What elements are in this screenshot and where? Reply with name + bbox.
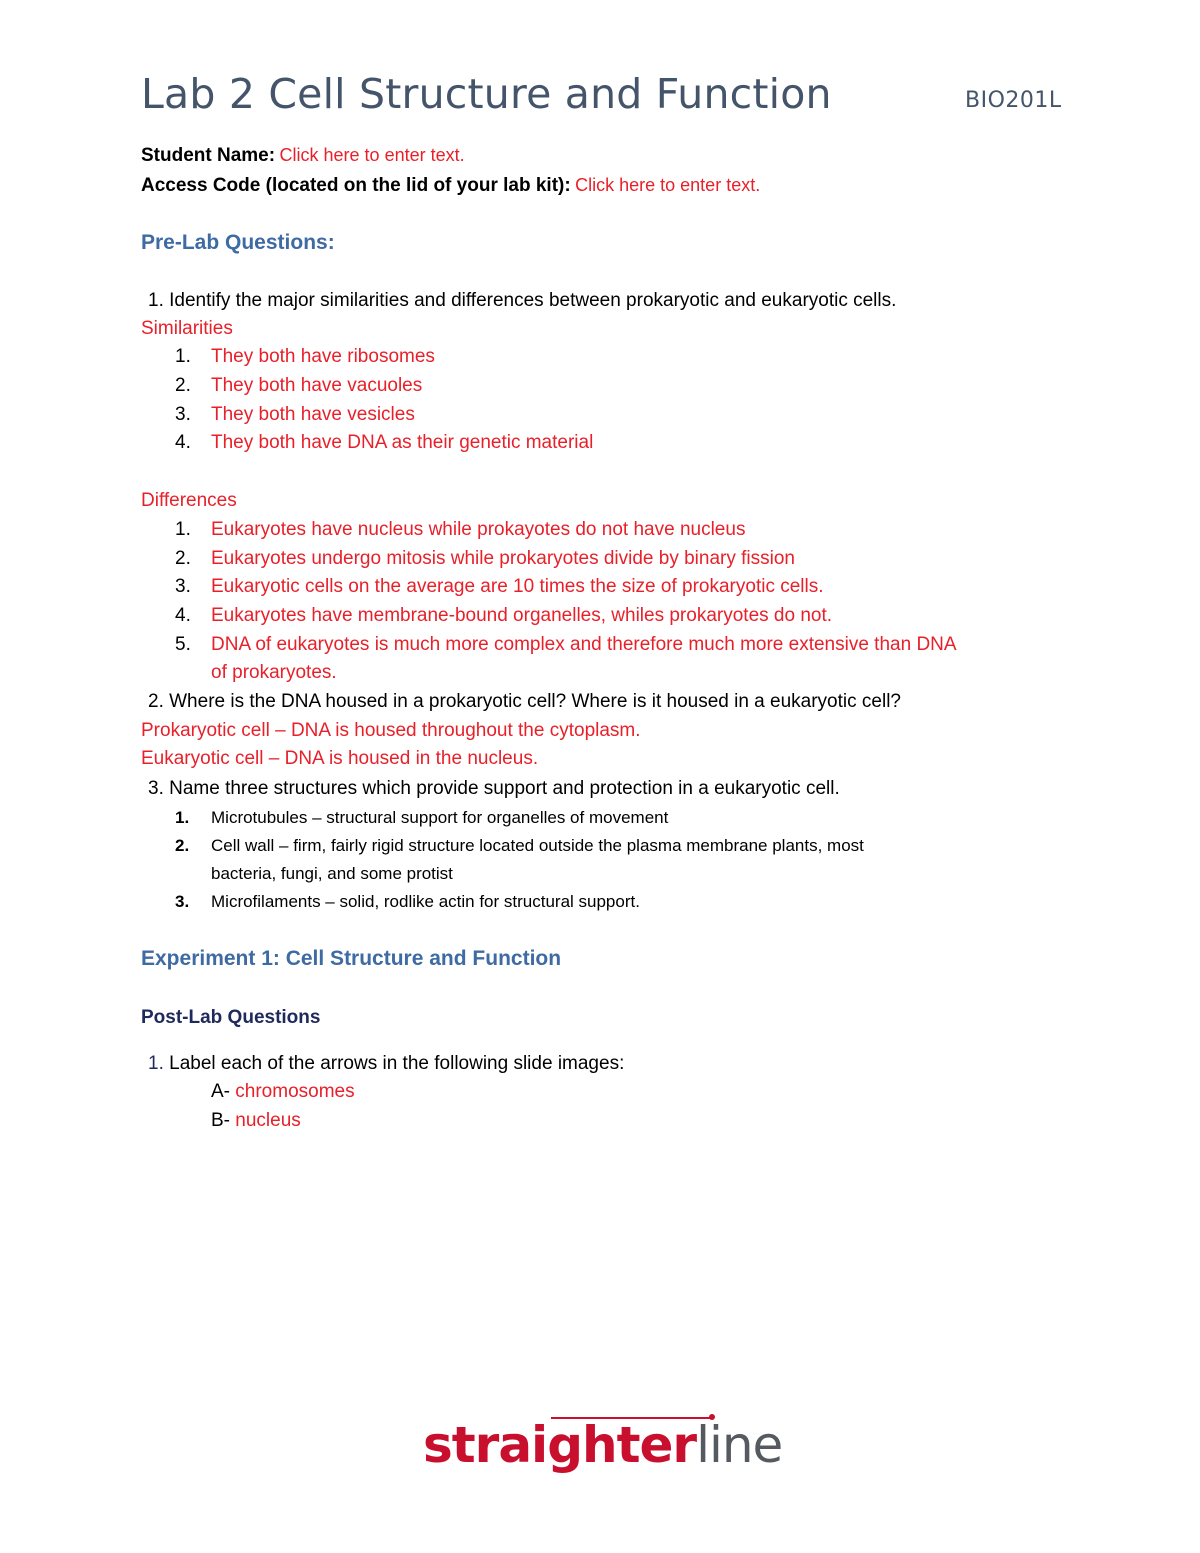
question-3-answer: 1. Microtubules – structural support for organelles of movement [175,808,669,827]
question-2: 2. Where is the DNA housed in a prokaryotic cell? Where is it housed in a eukaryotic cell? [148,691,901,712]
prelab-heading: Pre-Lab Questions: [141,231,335,254]
access-code-field[interactable]: Click here to enter text. [575,175,761,195]
course-code: BIO201L [965,88,1062,113]
differences-label: Differences [141,490,237,511]
label-a: A- chromosomes [211,1081,355,1102]
similarity-item: 4. They both have DNA as their genetic material [175,432,594,453]
label-b: B- nucleus [211,1110,301,1131]
question-1: 1. Identify the major similarities and differences between prokaryotic and eukaryotic cells. [148,290,897,311]
difference-item-continued: of prokaryotes. [211,662,337,683]
question-2-answer: Prokaryotic cell – DNA is housed throughout the cytoplasm. [141,720,641,741]
document-title: Lab 2 Cell Structure and Function [141,70,832,118]
logo-text: straighterline [423,1416,783,1474]
straighterline-logo [423,1416,783,1480]
difference-item: 1. Eukaryotes have nucleus while prokayotes do not have nucleus [175,519,746,540]
difference-item: 4. Eukaryotes have membrane-bound organelles, whiles prokaryotes do not. [175,605,833,626]
question-3-answer-continued: bacteria, fungi, and some protist [211,864,453,883]
experiment-heading: Experiment 1: Cell Structure and Function [141,947,562,970]
similarity-item: 2. They both have vacuoles [175,375,423,396]
question-3-answer: 3. Microfilaments – solid, rodlike actin for structural support. [175,892,640,911]
student-name-field[interactable]: Click here to enter text. [279,145,465,165]
similarity-item: 3. They both have vesicles [175,404,415,425]
question-3: 3. Name three structures which provide support and protection in a eukaryotic cell. [148,778,840,799]
access-code-label: Access Code (located on the lid of your lab kit): [141,175,571,196]
difference-item: 2. Eukaryotes undergo mitosis while prokaryotes divide by binary fission [175,548,795,569]
similarity-item: 1. They both have ribosomes [175,346,435,367]
question-2-answer: Eukaryotic cell – DNA is housed in the nucleus. [141,748,539,769]
postlab-heading: Post-Lab Questions [141,1007,321,1028]
student-name-row [141,145,465,167]
access-code-row [141,175,760,197]
postlab-question-1: 1. Label each of the arrows in the following slide images: [148,1053,625,1074]
question-3-answer: 2. Cell wall – firm, fairly rigid structure located outside the plasma membrane plants, most [175,836,864,855]
student-name-label: Student Name: [141,145,276,166]
difference-item: 5. DNA of eukaryotes is much more complex and therefore much more extensive than DNA [175,634,957,655]
similarities-label: Similarities [141,318,233,339]
difference-item: 3. Eukaryotic cells on the average are 10 times the size of prokaryotic cells. [175,576,824,597]
